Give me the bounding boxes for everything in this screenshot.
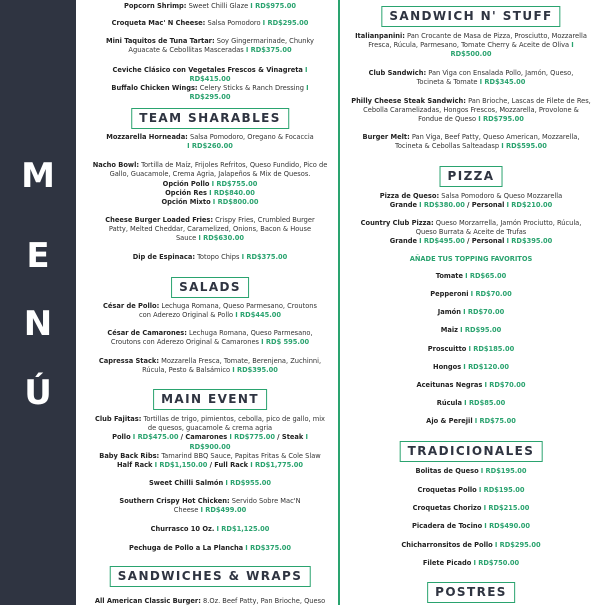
menu-item: César de Pollo: Lechuga Romana, Queso Parmesano, Croutons con Aderezo Original & Pollo I RD$445.00 xyxy=(103,301,317,320)
menu-item: Opción Mixto I RD$800.00 xyxy=(161,197,259,206)
menu-item: César de Camarones: Lechuga Romana, Queso Parmesano, Croutons con Aderezo Original & Camarones I RD$ 595.00 xyxy=(107,328,313,347)
topping-item: Rúcula I RD$85.00 xyxy=(436,398,506,407)
menu-item: Philly Cheese Steak Sandwich: Pan Brioche, Lascas de Filete de Res, Cebolla Caramelizadas, Hongos Frescos, Mozzarella, Provolone & Fondue de Queso I RD$795.00 xyxy=(351,96,591,124)
section-heading-pizza: PIZZA xyxy=(440,166,503,187)
menu-item: Baby Back Ribs: Tamarind BBQ Sauce, Papitas Fritas & Cole Slaw Half Rack I RD$1,150.00 / Full Rack I RD$1,775.00 xyxy=(99,451,321,470)
section-heading-main-event: MAIN EVENT xyxy=(153,389,267,410)
section-heading-sandwiches-wraps: SANDWICHES & WRAPS xyxy=(110,566,311,587)
menu-item: Capressa Stack: Mozzarella Fresca, Tomate, Berenjena, Zuchinni, Rúcula, Pesto & Balsámico I RD$395.00 xyxy=(98,356,322,375)
title-letter-u: Ú xyxy=(24,373,52,413)
topping-item: Proscuitto I RD$185.00 xyxy=(427,344,515,353)
section-heading-postres: POSTRES xyxy=(427,582,515,603)
topping-item: Ajo & Perejil I RD$75.00 xyxy=(426,416,516,425)
menu-item: Cheese Burger Loaded Fries: Crispy Fries, Crumbled Burger Patty, Melted Cheddar, Caramelized, Onions, Bacon & House Sauce I RD$630.00 xyxy=(105,215,315,243)
menu-item: Bolitas de Queso I RD$195.00 xyxy=(415,466,527,475)
menu-item: Croquetas Pollo I RD$195.00 xyxy=(417,485,525,494)
menu-item: Popcorn Shrimp: Sweet Chilli Glaze I RD$975.00 xyxy=(123,1,297,10)
menu-item: Churrasco 10 Oz. I RD$1,125.00 xyxy=(150,524,270,533)
menu-item: Croqueta Mac' N Cheese: Salsa Pomodoro I RD$295.00 xyxy=(111,18,309,27)
section-heading-sandwich-stuff: SANDWICH N' STUFF xyxy=(381,6,560,27)
menu-item: Mini Taquitos de Tuna Tartar: Soy Gingermarinade, Chunky Aguacate & Cebollitas Masceradas I RD$375.00 xyxy=(106,36,314,55)
topping-item: Jamón I RD$70.00 xyxy=(437,307,505,316)
menu-item: Opción Pollo I RD$755.00 xyxy=(162,179,258,188)
topping-item: Tomate I RD$65.00 xyxy=(435,271,507,280)
menu-item: Filete Picado I RD$750.00 xyxy=(422,558,520,567)
menu-item: Club Sandwich: Pan Viga con Ensalada Pollo, Jamón, Queso, Tocineta & Tomate I RD$345.00 xyxy=(368,68,574,87)
section-heading-team-sharables: TEAM SHARABLES xyxy=(131,108,289,129)
toppings-title: AÑADE TUS TOPPING FAVORITOS xyxy=(409,254,533,263)
topping-item: Pepperoni I RD$70.00 xyxy=(430,289,512,298)
menu-item: Picadera de Tocino I RD$490.00 xyxy=(412,521,530,530)
menu-item: Pechuga de Pollo a La Plancha I RD$375.00 xyxy=(128,543,292,552)
topping-item: Maiz I RD$95.00 xyxy=(440,325,502,334)
menu-item: Southern Crispy Hot Chicken: Servido Sobre Mac'N Cheese I RD$499.00 xyxy=(119,496,301,515)
menu-item: Ceviche Clásico con Vegetales Frescos & Vinagreta I RD$415.00 xyxy=(112,65,308,84)
title-letter-n: N xyxy=(23,304,53,344)
menu-item: Dip de Espinaca: Totopo Chips I RD$375.00 xyxy=(132,252,288,261)
topping-item: Aceitunas Negras I RD$70.00 xyxy=(416,380,526,389)
column-divider xyxy=(338,0,340,605)
topping-item: Hongos I RD$120.00 xyxy=(433,362,509,371)
section-heading-salads: SALADS xyxy=(171,277,249,298)
menu-item: All American Classic Burger: 8.Oz. Beef Patty, Pan Brioche, Queso xyxy=(94,596,326,605)
menu-item: Opción Res I RD$840.00 xyxy=(165,188,255,197)
title-letter-m: M xyxy=(21,156,55,196)
menu-item: Nacho Bowl: Tortilla de Maíz, Frijoles Refritos, Queso Fundido, Pico de Gallo, Guacamole, Crema Agria, Jalapeños & Mix de Quesos. xyxy=(92,160,328,179)
menu-item: Italianpanini: Pan Crocante de Masa de Pizza, Prosciutto, Mozzarella Fresca, Rúcula, Parmesano, Tomate Cherry & Aceite de Oliva I RD$500.00 xyxy=(355,31,587,59)
section-heading-tradicionales: TRADICIONALES xyxy=(400,441,543,462)
title-letter-e: E xyxy=(26,236,50,276)
menu-item: Country Club Pizza: Queso Morzarrella, Jamón Prociutto, Rúcula, Queso Burrata & Aceite de Trufas Grande I RD$495.00 / Personal I RD$395.00 xyxy=(360,218,582,246)
menu-item: Pizza de Queso: Salsa Pomodoro & Queso Mozzarella Grande I RD$380.00 / Personal I RD$210.00 xyxy=(379,191,563,210)
menu-item: Croquetas Chorizo I RD$215.00 xyxy=(412,503,530,512)
menu-sidebar xyxy=(0,0,76,605)
menu-item: Burger Melt: Pan Viga, Beef Patty, Queso American, Mozzarella, Tocineta & Cebollas Salteadasp I RD$595.00 xyxy=(362,132,580,151)
menu-item: Chicharronsitos de Pollo I RD$295.00 xyxy=(401,540,541,549)
menu-item: Sweet Chilli Salmón I RD$955.00 xyxy=(148,478,272,487)
menu-item: Buffalo Chicken Wings: Celery Sticks & Ranch Dressing I RD$295.00 xyxy=(111,83,309,102)
menu-item: Club Fajitas: Tortillas de trigo, pimientos, cebolla, pico de gallo, mix de quesos, guacamole & crema agria Pollo I RD$475.00 / Camarones I RD$775.00 / Steak I RD$900.00 xyxy=(94,414,325,451)
menu-item: Mozzarella Horneada: Salsa Pomodoro, Oregano & Focaccia I RD$260.00 xyxy=(106,132,314,151)
